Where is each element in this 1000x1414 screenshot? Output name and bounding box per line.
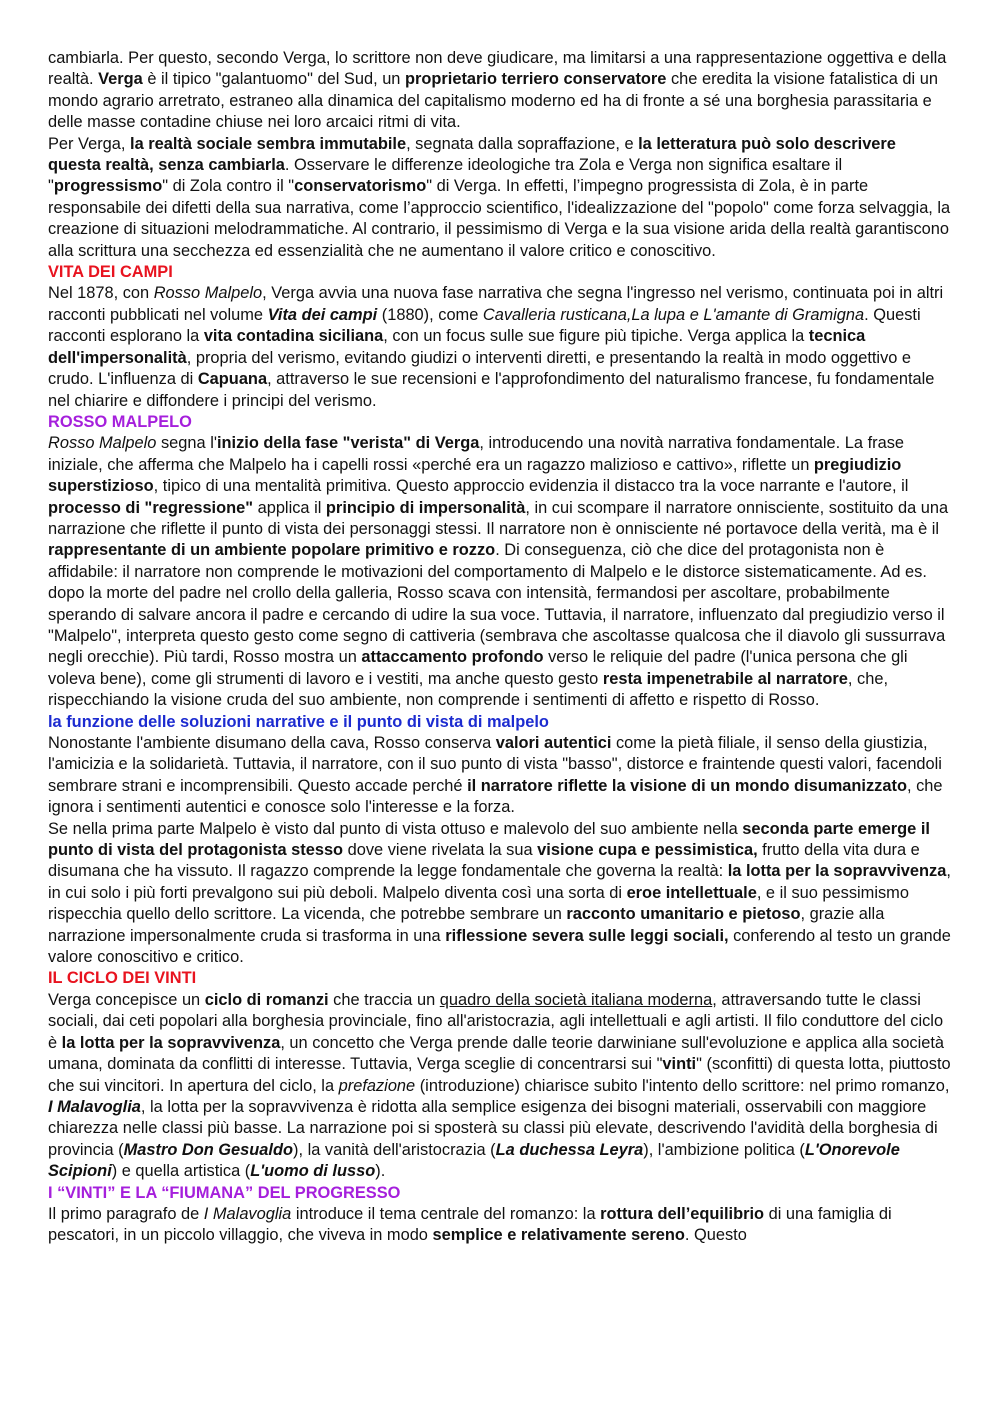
italic-text: Cavalleria rusticana,La lupa e L'amante di Gramigna [482,305,865,324]
bold-text: resta impenetrabile al narratore [602,669,848,688]
document-page [48,48,952,1247]
bold-text: processo di "regressione" [48,498,254,517]
text: , propria del verismo, evitando giudizi o interventi diretti, e presentando la realtà in modo oggettivo e crudo. L'influenza di [48,348,912,389]
bold-text: principio di impersonalità [325,498,526,517]
text: , attraversando tutte le classi sociali, dai ceti popolari alla borghesia provinciale, fino all'aristocrazia, agli intellettuali e agli artisti. Il filo conduttore del ciclo è [48,990,944,1052]
bold-text: vinti [662,1055,697,1074]
text: (1880), come [377,305,483,324]
bold-italic-text: Mastro Don Gesualdo [123,1140,293,1159]
heading-ciclo-dei-vinti: IL CICLO DEI VINTI [48,969,197,988]
text: . Di conseguenza, ciò che dice del protagonista non è affidabile: il narratore non comprende le motivazioni del comportamento di Malpelo e le distorce sistematicamente. Ad es. dopo la morte del padre nel crollo della galleria, Rosso scava con intensità, fermandosi per ascoltare, probabilmente sperando di salvare ancora il padre e cercando di udire la sua voce. Tuttavia, il narratore, influenzato dal pregiudizio verso il "Malpelo", interpreta questo gesto come segno di cattiveria (sembrava che ascoltasse qualcosa che il diavolo gli sussurrava negli orecchie). Più tardi, Rosso mostra un [48,541,946,667]
text: (introduzione) chiarisce subito l'intento dello scrittore: nel primo romanzo, [415,1076,950,1095]
bold-text: proprietario terriero conservatore [404,70,667,89]
bold-text: conservatorismo [294,177,427,196]
text: , Verga avvia una nuova fase narrativa che segna l'ingresso nel verismo, continuata poi in altri racconti pubblicati nel volume [48,284,944,324]
text: Se nella prima parte Malpelo è visto dal punto di vista ottuso e malevolo del suo ambiente nella [48,819,743,838]
bold-text: progressismo [53,177,163,196]
text: , che, rispecchiando la visione cruda del suo ambiente, non comprende i sentimenti di affetto e rispetto di Rosso. [48,669,888,710]
bold-text: riflessione severa sulle leggi sociali, [445,926,729,945]
text: " di Zola contro il " [162,177,295,196]
bold-text: rappresentante di un ambiente popolare primitivo e rozzo [48,541,496,560]
bold-text: eroe intellettuale [626,883,757,902]
bold-italic-text: L'uomo di lusso [250,1162,376,1181]
bold-text: pregiudizio superstizioso [48,455,902,496]
bold-italic-text: I Malavoglia [48,1097,141,1116]
bold-text: la lotta per la sopravvivenza [727,862,947,881]
italic-text: Rosso Malpelo [153,284,263,303]
text: Nel 1878, con [48,284,154,303]
text: " di Verga. In effetti, l’impegno progressista di Zola, è in parte responsabile dei difetti della sua narrativa, come l’approccio scientifico, l'idealizzazione del "popolo" come forza selvaggia, la creazione di situazioni melodrammatiche. Al contrario, il pessimismo di Verga e la sua visione arida della realtà garantiscono alla scrittura una secchezza ed essenzialità che ne aumentano il valore critico e conoscitivo. [48,177,951,260]
text: " (sconfitti) di questa lotta, piuttosto che sui vincitori. In apertura del ciclo, la [48,1055,951,1095]
text: , un concetto che Verga prende dalle teorie darwiniane sull'evoluzione e applica alla società umana, dominata da conflitti di interesse. Tuttavia, Verga sceglie di concentrarsi sui " [48,1033,945,1074]
bold-text: Verga [98,70,143,89]
italic-text: prefazione [338,1076,416,1095]
bold-text: attaccamento profondo [361,648,544,667]
text: , in cui scompare il narratore onnisciente, sostituito da una narrazione che riflette il punto di vista dei personaggi stessi. Il narratore non è onnisciente né portavoce della verità, ma è il [48,498,949,538]
bold-italic-text: La duchessa Leyra [495,1140,644,1159]
text: , introducendo una novità narrativa fondamentale. La frase iniziale, che afferma che Malpelo ha i capelli rossi «perché era un ragazzo malizioso e cattivo», riflette un [48,434,905,474]
text: , grazie alla narrazione impersonalmente cruda si trasforma in una [48,905,885,945]
text: . Questi racconti esplorano la [48,305,921,346]
bold-text: il narratore riflette la visione di un mondo disumanizzato [467,776,907,795]
heading-vinti-fiumana: I “VINTI” E LA “FIUMANA” DEL PROGRESSO [48,1183,401,1202]
text: come la pietà filiale, il senso della giustizia, l'amicizia e la solidarietà. Tuttavia, il narratore, con il suo punto di vista "basso", distorce e fraintende questi valori, facendoli sembrare strani e incomprensibili. Questo accade perché [48,734,942,795]
text: che eredita la visione fatalistica di un mondo agrario arretrato, estraneo alla dinamica del capitalismo moderno ed ha di fronte a sé una borghesia parassitaria e delle masse contadine chiuse nei loro arcaici ritmi di vita. [48,70,938,132]
bold-text: seconda parte emerge il punto di vista del protagonista stesso [48,819,930,860]
italic-text: I Malavoglia [203,1204,292,1223]
bold-text: racconto umanitario e pietoso [566,905,801,924]
heading-rosso-malpelo: ROSSO MALPELO [48,412,192,431]
heading-vita-dei-campi: VITA DEI CAMPI [48,263,173,282]
heading-funzione-soluzioni-narrative: la funzione delle soluzioni narrative e il punto di vista di malpelo [48,712,549,731]
text: ) e quella artistica ( [111,1162,251,1181]
text: segna l' [156,434,217,453]
text: Il primo paragrafo de [48,1204,204,1223]
paragraph-malavoglia-intro [48,1204,952,1247]
text: è il tipico "galantuomo" del Sud, un [142,70,405,89]
text: dove viene rivelata la sua [343,841,538,860]
text: ). [375,1162,386,1181]
text: di una famiglia di pescatori, in un piccolo villaggio, che viveva in modo [48,1204,892,1245]
bold-text: rottura dell’equilibrio [600,1204,765,1223]
underlined-text: quadro della società italiana moderna [439,990,713,1009]
bold-text: visione cupa e pessimistica, [537,841,758,860]
paragraph-valori-autentici [48,733,952,819]
text: . Osservare le differenze ideologiche tra Zola e Verga non significa esaltare il " [48,156,843,196]
text: Per Verga, [48,134,131,153]
bold-text: semplice e relativamente sereno [432,1226,685,1245]
bold-text: tecnica dell'impersonalità [48,327,866,367]
bold-text: inizio della fase "verista" di Verga [216,434,480,453]
text: , e il suo pessimismo rispecchia quello dello scrittore. La vicenda, che potrebbe sembrare un [48,883,909,924]
paragraph-rosso-malpelo [48,433,952,711]
bold-text: ciclo di romanzi [204,990,329,1009]
bold-text: valori autentici [495,734,612,752]
bold-text: Capuana [197,370,268,389]
text: introduce il tema centrale del romanzo: la [291,1204,601,1223]
text: Verga concepisce un [48,990,205,1009]
text: , in cui solo i più forti prevalgono sui più deboli. Malpelo diventa così una sorta di [48,862,951,902]
text: che traccia un [328,990,440,1009]
italic-text: Rosso Malpelo [48,434,157,453]
text: , segnata dalla sopraffazione, e [406,134,639,153]
paragraph-vita-dei-campi [48,283,952,411]
text: , attraverso le sue recensioni e l'approfondimento del naturalismo francese, fu fondamentale nel chiarire e diffondere i principi del verismo. [48,370,935,410]
text: cambiarla. Per questo, secondo Verga, lo scrittore non deve giudicare, ma limitarsi a una rappresentazione oggettiva e della realtà. [48,49,947,89]
bold-italic-text: L'Onorevole Scipioni [48,1140,900,1181]
text: , con un focus sulle sue figure più tipiche. Verga applica la [383,327,809,346]
text: , tipico di una mentalità primitiva. Questo approccio evidenzia il distacco tra la voce narrante e l'autore, il [153,477,909,496]
text: applica il [253,498,326,517]
paragraph-verga-ideology [48,48,952,134]
bold-italic-text: Vita dei campi [267,305,378,324]
text: ), la vanità dell'aristocrazia ( [293,1140,496,1159]
paragraph-punto-di-vista-protagonista [48,819,952,969]
text: verso le reliquie del padre (l'unica persona che gli voleva bene), come gli strumenti di lavoro e i vestiti, ma anche questo gesto [48,648,908,688]
text: frutto della vita dura e disumana che ha vissuto. Il ragazzo comprende la legge fondamentale che governa la realtà: [48,841,920,881]
bold-text: la letteratura può solo descrivere questa realtà, senza cambiarla [48,134,896,175]
text: ), l'ambizione politica ( [643,1140,805,1159]
paragraph-zola-verga [48,134,952,262]
paragraph-ciclo-dei-vinti [48,990,952,1183]
text: Nonostante l'ambiente disumano della cava, Rosso conserva [48,734,496,752]
text: , che ignora i sentimenti autentici e conosce solo l'interesse e la forza. [48,776,943,817]
bold-text: vita contadina siciliana [203,327,384,346]
text: conferendo al testo un grande valore conoscitivo e critico. [48,926,951,967]
text: , la lotta per la sopravvivenza è ridotta alla semplice esigenza dei bisogni materiali, osservabili con maggiore chiarezza nelle classi più basse. La narrazione poi si sposterà su classi più elevate, descrivendo l'avidità della borghesia di provincia ( [48,1097,938,1159]
bold-text: la lotta per la sopravvivenza [61,1033,281,1052]
bold-text: la realtà sociale sembra immutabile [130,134,407,153]
text: . Questo [684,1226,747,1245]
